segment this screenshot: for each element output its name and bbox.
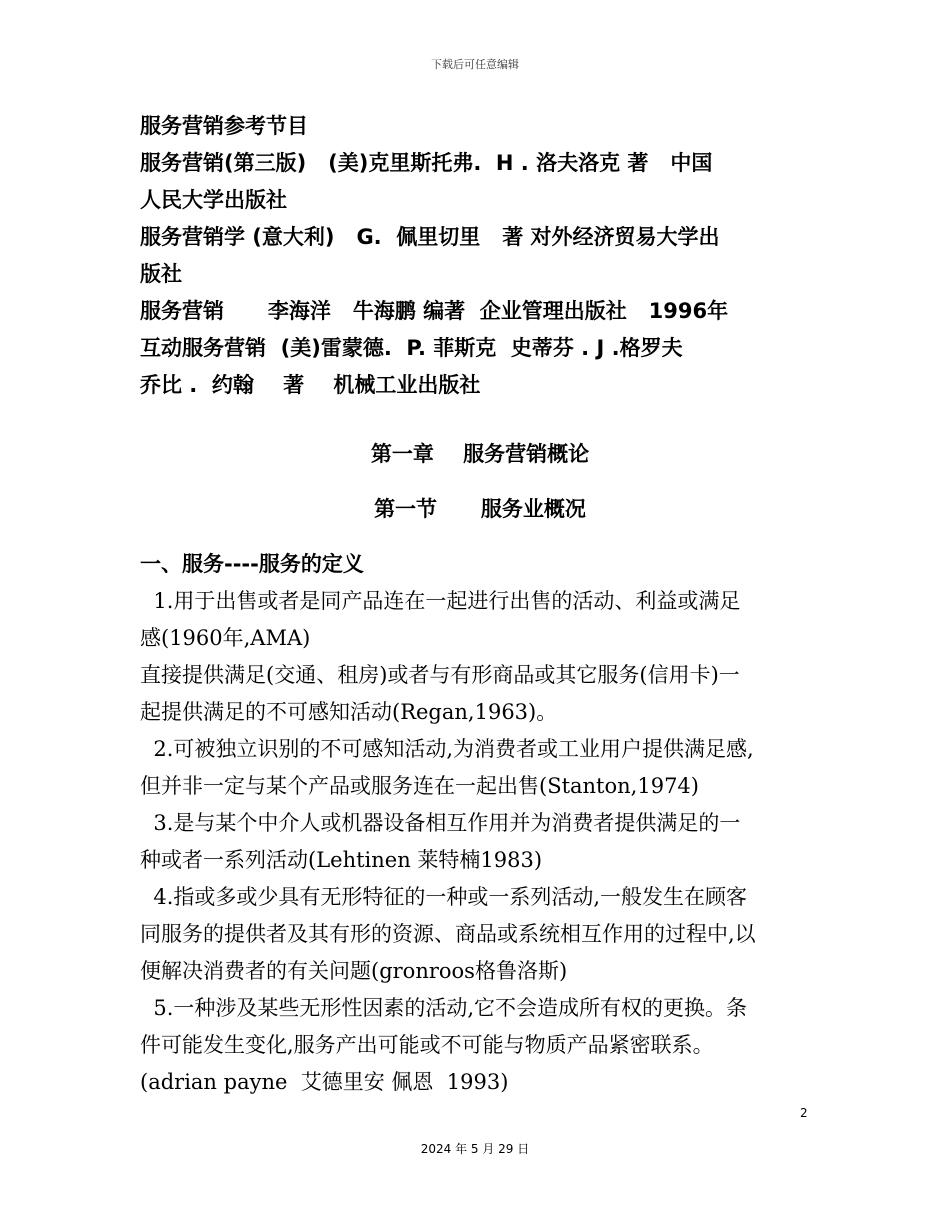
reference-line: 服务营销学 (意大利) G. 佩里切里 著 对外经济贸易大学出 [140,225,720,249]
reference-line: 人民大学出版社 [140,188,287,212]
section-title: 第一节 服务业概况 [374,497,586,521]
reference-line: 乔比 . 约翰 著 机械工业出版社 [140,373,481,397]
document-body [140,108,820,1101]
paragraph-line: 3.是与某个中介人或机器设备相互作用并为消费者提供满足的一 [140,811,741,835]
paragraph-line: 起提供满足的不可感知活动(Regan,1963)。 [140,700,558,724]
paragraph-line: (adrian payne 艾德里安 佩恩 1993) [140,1070,509,1094]
page-number: 2 [800,1106,808,1120]
paragraph-line: 种或者一系列活动(Lehtinen 莱特楠1983) [140,848,543,872]
chapter-title: 第一章 服务营销概论 [370,442,590,466]
paragraph-line: 1.用于出售或者是同产品连在一起进行出售的活动、利益或满足 [140,589,741,613]
paragraph-line: 但并非一定与某个产品或服务连在一起出售(Stanton,1974) [140,774,699,798]
paragraph-line: 便解决消费者的有关问题(gronroos格鲁洛斯) [140,959,568,983]
paragraph-line: 感(1960年,AMA) [140,626,311,650]
paragraph-line: 件可能发生变化,服务产出可能或不可能与物质产品紧密联系。 [140,1033,714,1057]
definition-heading: 一、服务----服务的定义 [140,552,364,576]
paragraph-line: 同服务的提供者及其有形的资源、商品或系统相互作用的过程中,以 [140,922,756,946]
paragraph-line: 直接提供满足(交通、租房)或者与有形商品或其它服务(信用卡)一 [140,663,740,687]
paragraph-line: 2.可被独立识别的不可感知活动,为消费者或工业用户提供满足感, [140,737,754,761]
reference-line: 版社 [140,262,182,286]
page-header: 下载后可任意编辑 [431,58,519,71]
reference-line: 服务营销 李海洋 牛海鹏 编著 企业管理出版社 1996年 [140,299,729,323]
footer-date: 2024 年 5 月 29 日 [420,1142,530,1156]
reference-line: 服务营销(第三版) (美)克里斯托弗. H . 洛夫洛克 著 中国 [140,151,713,175]
references-title: 服务营销参考节目 [140,114,308,138]
paragraph-line: 5.一种涉及某些无形性因素的活动,它不会造成所有权的更换。条 [140,996,748,1020]
paragraph-line: 4.指或多或少具有无形特征的一种或一系列活动,一般发生在顾客 [140,885,748,909]
reference-line: 互动服务营销 (美)雷蒙德. P. 菲斯克 史蒂芬 . J .格罗夫 [140,336,683,360]
